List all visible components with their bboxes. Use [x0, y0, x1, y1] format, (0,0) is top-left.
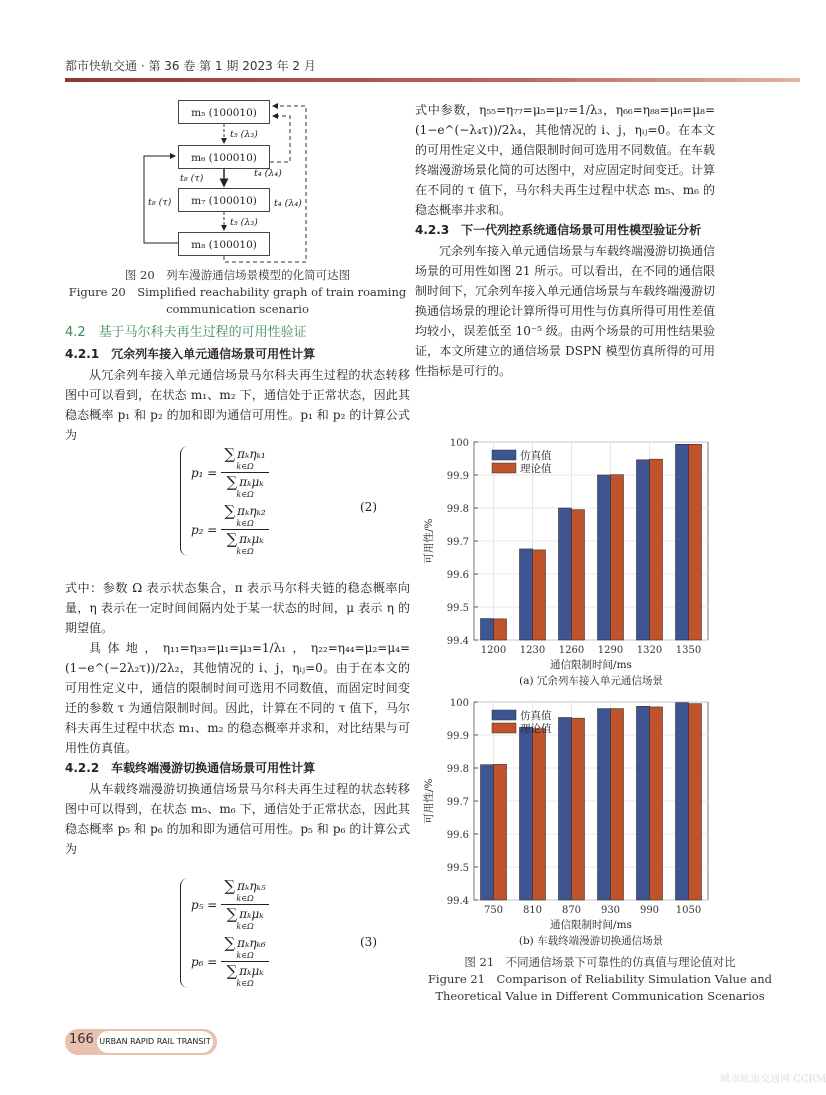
y-axis-label: 可用性/% [423, 518, 435, 564]
figure21-caption-cn: 图 21 不同通信场景下可靠性的仿真值与理论值对比 [464, 955, 736, 969]
equation-3-p6-fraction [221, 935, 268, 988]
y-tick-label: 99.8 [446, 504, 469, 515]
sum-symbol: ∑ [226, 905, 238, 923]
bar-simulation [598, 475, 611, 640]
bar-theoretical [494, 764, 507, 900]
sum-symbol: ∑ [226, 962, 238, 980]
equation-2-p2-fraction [221, 503, 268, 556]
x-tick-label: 870 [561, 905, 582, 916]
x-tick-label: 990 [639, 905, 660, 916]
x-tick-label: 1350 [675, 645, 702, 656]
chart-subtitle: (b) 车载终端漫游切换通信场景 [518, 935, 664, 947]
transition-t8-mid: t₈ (τ) [180, 173, 204, 184]
legend-swatch [492, 450, 516, 460]
sum-symbol: ∑ [224, 502, 236, 520]
equation-2-p2-denominator: πₖμₖ [239, 532, 264, 546]
transition-t4-side: t₄ (λ₄) [254, 168, 282, 179]
paragraph-specifically: 具体地，η₁₁=η₃₃=μ₁=μ₃=1/λ₁，η₂₂=η₄₄=μ₂=μ₄=(1−e^(−2λ₂τ))/2λ₂，其他情况的 i、j，ηᵢⱼ=0。由于在本文的可用性定义中，通信的限制时间可选用不同数值，而固定时间变迁的参数 τ 为通信限制时间。因此，计算在不同的 τ 值下，马尔科夫再生过程中状态 m₁、m₂ 的稳态概率并求和，对比结果与可用性仿真值。 [65, 641, 410, 755]
bar-theoretical [689, 444, 702, 640]
legend-swatch [492, 463, 516, 473]
y-tick-label: 99.6 [446, 830, 469, 841]
figure21-caption-en-2: Theoretical Value in Different Communication Scenarios [435, 989, 765, 1003]
y-tick-label: 100 [449, 698, 469, 709]
figure20-caption [65, 267, 410, 318]
y-tick-label: 99.8 [446, 764, 469, 775]
x-tick-label: 1200 [480, 645, 507, 656]
bar-theoretical [533, 729, 546, 900]
equation-3-p5-lhs: p₅ = [191, 897, 218, 912]
equation-3-p6-numerator: πₖηₖ₆ [237, 936, 266, 950]
page-number: 166 [69, 1032, 94, 1047]
equation-2-p1-denominator: πₖμₖ [239, 475, 264, 489]
equation-3-p5 [191, 878, 269, 931]
state-m5: m₅ (100010) [178, 100, 270, 124]
transition-t5-bottom: t₅ (λ₃) [230, 217, 258, 228]
bar-simulation [559, 508, 572, 640]
legend-label: 理论值 [520, 463, 552, 475]
y-tick-label: 99.9 [446, 471, 469, 482]
y-axis-label: 可用性/% [423, 778, 435, 824]
page-footer [65, 1029, 217, 1055]
equation-3 [180, 878, 269, 988]
x-axis-label: 通信限制时间/ms [550, 659, 632, 671]
sum-symbol: ∑ [226, 473, 238, 491]
y-tick-label: 99.4 [446, 636, 469, 647]
arrow-m6-m5 [270, 116, 290, 162]
transition-t5-top: t₅ (λ₃) [230, 129, 258, 140]
section-heading-4-2: 4.2 基于马尔科夫再生过程的可用性验证 [65, 325, 307, 340]
x-axis-label: 通信限制时间/ms [550, 919, 632, 931]
bar-simulation [676, 444, 689, 640]
paragraph-4-2-3: 冗余列车接入单元通信场景与车载终端漫游切换通信场景的可用性如图 21 所示。可以看出，在不同的通信限制时间下，冗余列车接入单元通信场景与车载终端漫游切换通信场景的理论计算所得可用性与仿真所得可用性差值均较小，误差低至 10⁻⁵ 级。由两个场景的可用性结果验证，本文所建立的通信场景 DSPN 模型仿真所得的可用性指标是可行的。 [415, 244, 716, 378]
figure21-caption-en-1: Figure 21 Comparison of Reliability Simulation Value and [427, 972, 773, 986]
x-tick-label: 1290 [597, 645, 624, 656]
sum-symbol: ∑ [224, 877, 236, 895]
section-heading-4-2-2: 4.2.2 车载终端漫游切换通信场景可用性计算 [65, 761, 316, 775]
y-tick-label: 99.5 [446, 603, 469, 614]
bar-theoretical [533, 550, 546, 640]
figure20-caption-cn: 图 20 列车漫游通信场景模型的化简可达图 [124, 268, 351, 282]
bar-theoretical [650, 707, 663, 900]
legend-label: 仿真值 [520, 450, 552, 462]
equation-3-p5-denominator: πₖμₖ [239, 907, 264, 921]
bar-simulation [598, 709, 611, 900]
equation-3-p6-denominator: πₖμₖ [239, 964, 264, 978]
y-tick-label: 99.4 [446, 896, 469, 907]
y-tick-label: 99.5 [446, 863, 469, 874]
y-tick-label: 99.7 [446, 537, 469, 548]
chart-b [418, 694, 718, 950]
figure21-caption [400, 954, 800, 1005]
bar-simulation [637, 460, 650, 640]
sum-subscript: k∈Ω [236, 951, 254, 960]
sum-subscript: k∈Ω [236, 490, 254, 499]
section-heading-4-2-1: 4.2.1 冗余列车接入单元通信场景可用性计算 [65, 347, 316, 361]
transition-t8-left: t₈ (τ) [148, 197, 172, 208]
equation-3-p5-numerator: πₖηₖ₅ [237, 879, 266, 893]
figure20-caption-en-2: communication scenario [166, 302, 309, 316]
sum-subscript: k∈Ω [236, 922, 254, 931]
equation-2-p1 [191, 446, 269, 499]
chart-subtitle: (a) 冗余列车接入单元通信场景 [519, 675, 663, 687]
sum-subscript: k∈Ω [236, 519, 254, 528]
legend-swatch [492, 710, 516, 720]
journal-header: 都市快轨交通 · 第 36 卷 第 1 期 2023 年 2 月 [65, 59, 316, 73]
state-m8: m₈ (100010) [178, 232, 270, 256]
bar-theoretical [572, 510, 585, 640]
state-m7: m₇ (100010) [178, 188, 270, 212]
figure20-caption-en-1: Figure 20 Simplified reachability graph of train roaming [68, 285, 407, 299]
bar-theoretical [650, 459, 663, 640]
sum-symbol: ∑ [224, 445, 236, 463]
equation-2-p2-numerator: πₖηₖ₂ [237, 504, 266, 518]
equation-2-p1-lhs: p₁ = [191, 465, 218, 480]
equation-2 [180, 446, 269, 556]
sum-symbol: ∑ [226, 530, 238, 548]
x-tick-label: 1260 [558, 645, 585, 656]
bar-theoretical [572, 718, 585, 900]
x-tick-label: 750 [483, 905, 504, 916]
journal-name-en: URBAN RAPID RAIL TRANSIT [97, 1031, 213, 1053]
bar-simulation [559, 718, 572, 900]
state-m6: m₆ (100010) [178, 145, 270, 169]
x-tick-label: 1230 [519, 645, 546, 656]
bar-theoretical [611, 709, 624, 900]
x-tick-label: 1050 [675, 905, 702, 916]
equation-2-p2-lhs: p₂ = [191, 522, 218, 537]
bar-simulation [481, 619, 494, 640]
equation-2-p2 [191, 503, 269, 556]
equation-3-p6 [191, 935, 269, 988]
header-rule [65, 78, 800, 82]
watermark: 城市轨道交通网 CCRM [720, 1074, 826, 1085]
x-tick-label: 930 [600, 905, 621, 916]
bar-simulation [520, 727, 533, 900]
equation-2-p1-fraction [221, 446, 268, 499]
paragraph-parameters: 式中参数，η₅₅=η₇₇=μ₅=μ₇=1/λ₃，η₆₆=η₈₈=μ₆=μ₈=(1−e^(−λ₄τ))/2λ₄，其他情况的 i、j，ηᵢⱼ=0。在本文的可用性定义中，通信限制时间可选用不同数值。在车载终端漫游场景化简的可达图中，对应固定时间变迁。计算在不同的 τ 值下，马尔科夫再生过程中状态 m₅、m₆ 的稳态概率并求和。 [415, 103, 716, 217]
equation-2-number: (2) [360, 500, 377, 514]
y-tick-label: 99.6 [446, 570, 469, 581]
reachability-diagram [140, 100, 310, 265]
equation-3-number: (3) [360, 935, 377, 949]
section-heading-4-2-3: 4.2.3 下一代列控系统通信场景可用性模型验证分析 [415, 223, 702, 237]
legend-label: 仿真值 [520, 710, 552, 722]
sum-subscript: k∈Ω [236, 462, 254, 471]
bar-simulation [481, 765, 494, 900]
equation-2-p1-numerator: πₖηₖ₁ [237, 447, 266, 461]
transition-t4-right: t₄ (λ₄) [274, 198, 302, 209]
sum-symbol: ∑ [224, 934, 236, 952]
paragraph-symbols: 式中：参数 Ω 表示状态集合，π 表示马尔科夫链的稳态概率向量，η 表示在一定时间间隔内处于某一状态的时间，μ 表示 η 的期望值。 [65, 581, 410, 635]
x-tick-label: 1320 [636, 645, 663, 656]
x-tick-label: 810 [522, 905, 543, 916]
bar-theoretical [611, 475, 624, 640]
bar-simulation [676, 703, 689, 900]
legend-label: 理论值 [520, 723, 552, 735]
sum-subscript: k∈Ω [236, 979, 254, 988]
chart-a [418, 434, 718, 690]
bar-simulation [520, 549, 533, 640]
sum-subscript: k∈Ω [236, 894, 254, 903]
legend-swatch [492, 723, 516, 733]
right-column-top [415, 100, 715, 430]
left-column-top [65, 322, 410, 442]
y-tick-label: 99.9 [446, 731, 469, 742]
equation-3-p5-fraction [221, 878, 268, 931]
left-column-middle [65, 578, 410, 868]
bar-simulation [637, 706, 650, 900]
sum-subscript: k∈Ω [236, 547, 254, 556]
equation-3-p6-lhs: p₆ = [191, 954, 218, 969]
y-tick-label: 99.7 [446, 797, 469, 808]
bar-theoretical [689, 704, 702, 900]
bar-theoretical [494, 619, 507, 640]
paragraph-4-2-1: 从冗余列车接入单元通信场景马尔科夫再生过程的状态转移图中可以看到，在状态 m₁、m₂ 下，通信处于正常状态，因此其稳态概率 p₁ 和 p₂ 的加和即为通信可用性。p₁ 和 p₂ 的计算公式为 [65, 368, 410, 442]
y-tick-label: 100 [449, 438, 469, 449]
paragraph-4-2-2: 从车载终端漫游切换通信场景马尔科夫再生过程的状态转移图中可以得到，在状态 m₅、m₆ 下，通信处于正常状态，因此其稳态概率 p₅ 和 p₆ 的加和即为通信可用性。p₅ 和 p₆ 的计算公式为 [65, 782, 410, 856]
